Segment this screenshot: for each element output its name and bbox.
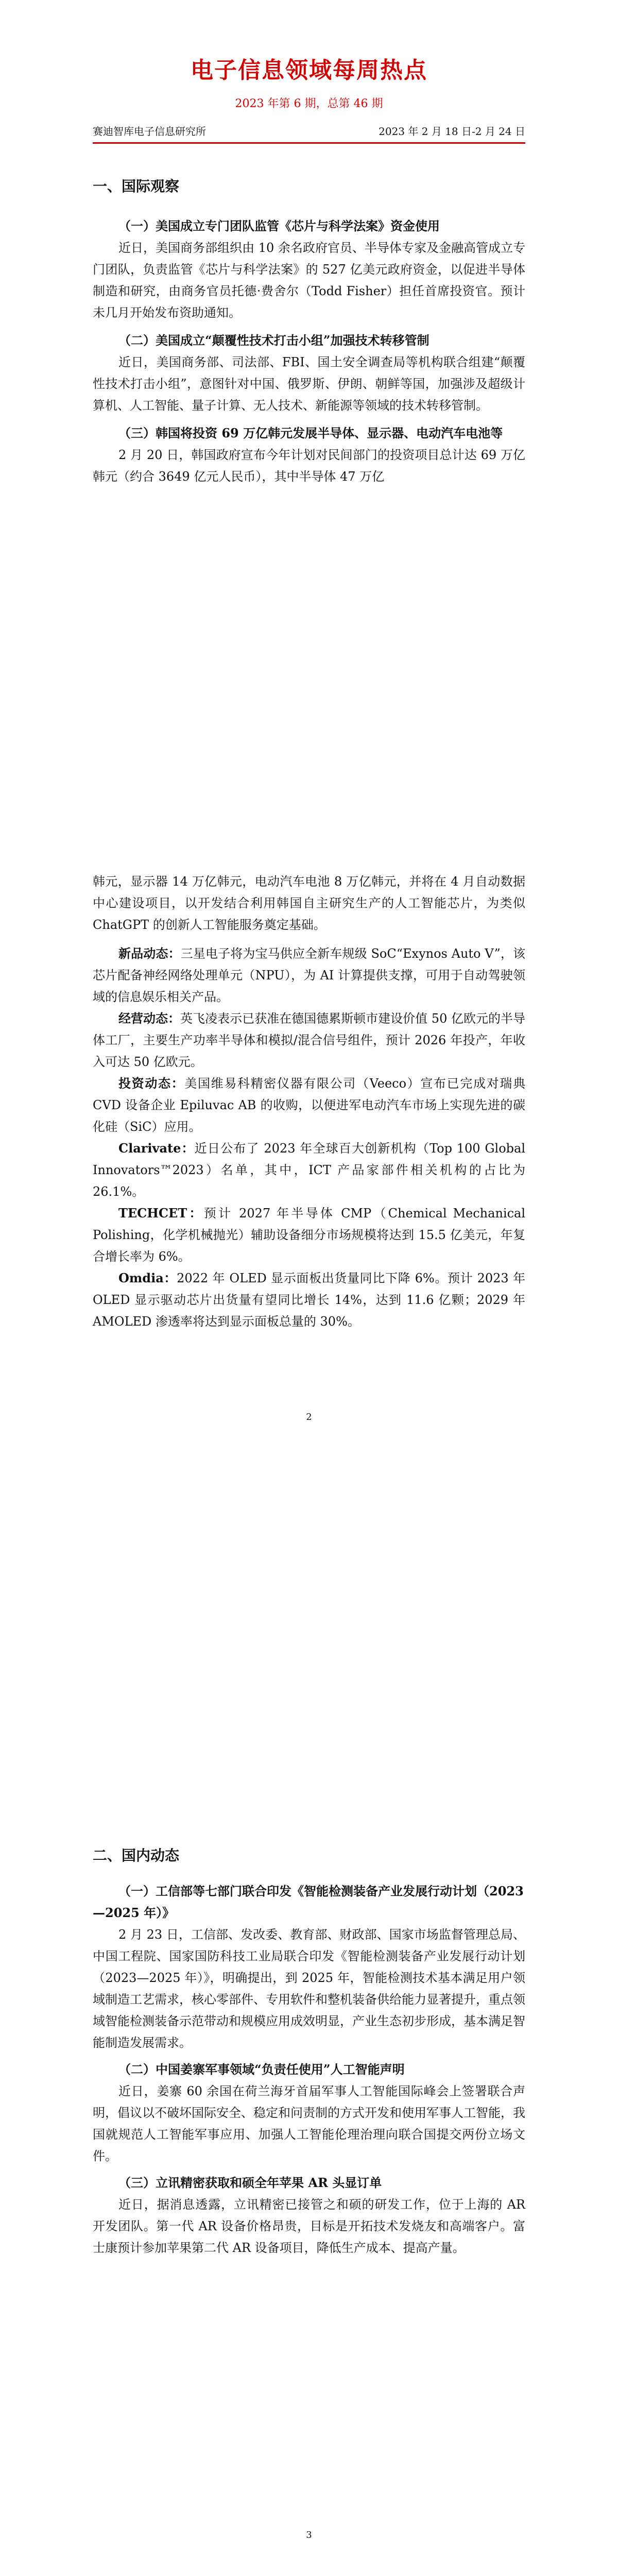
item-heading: （一）美国成立专门团队监管《芯片与科学法案》资金使用 xyxy=(118,218,440,233)
news-label: Clarivate： xyxy=(118,1141,195,1156)
news-item xyxy=(93,1138,525,1202)
item-heading: （二）美国成立“颠覆性技术打击小组”加强技术转移管制 xyxy=(118,333,430,348)
news-label: TECHCET： xyxy=(118,1206,204,1221)
item-heading: （三）立讯精密获取和硕全年苹果 AR 头显订单 xyxy=(118,2175,382,2190)
news-text: 2022 年 OLED 显示面板出货量同比下降 6%。预计 2023 年 OLED 显示驱动芯片出货量有望同比增长 14%，达到 11.6 亿颗；2029 年 AMOLED 渗透率将达到显示面板总量的 30%。 xyxy=(93,1271,525,1329)
item-heading: （一）工信部等七部门联合印发《智能检测装备产业发展行动计划（2023—2025 年）》 xyxy=(93,1884,524,1920)
section-heading: 二、国内动态 xyxy=(93,1847,180,1864)
news-text: 三星电子将为宝马供应全新车规级 SoC“Exynos Auto V”，该芯片配备神经网络处理单元（NPU），为 AI 计算提供支撑，可用于自动驾驶领域的信息娱乐相关产品。 xyxy=(93,946,526,1004)
document-title: 电子信息领域每周热点 xyxy=(191,57,427,83)
page-1 xyxy=(0,0,618,871)
item-paragraph-continued: 韩元，显示器 14 万亿韩元，电动汽车电池 8 万亿韩元，并将在 4 月自动数据中心建设项目，以开发结合利用韩国自主研究生产的人工智能芯片，为类似 ChatGPT 的创新人工智能服务奠定基础。 xyxy=(93,874,525,932)
item-paragraph: 近日，美国商务部组织由 10 余名政府官员、半导体专家及金融高管成立专门团队，负责监管《芯片与科学法案》的 527 亿美元政府资金，以促进半导体制造和研究，由商务官员托德·费舍尔（Todd Fisher）担任首席投资官。预计未几月开始发布资助通知。 xyxy=(93,241,525,320)
news-label: 经营动态： xyxy=(118,1011,181,1026)
item-paragraph: 2 月 23 日，工信部、发改委、教育部、财政部、国家市场监督管理总局、中国工程院、国家国防科技工业局联合印发《智能检测装备产业发展行动计划（2023—2025 年）》，明确提出，到 2025 年，智能检测技术基本满足用户领域制造工艺需求，核心零部件、专用软件和整机装备供给能力显著提升，重点领域智能检测装备示范带动和规模应用成效明显，产业生态初步形成，基本满足智能制造发展需求。 xyxy=(93,1927,525,2050)
news-item xyxy=(93,943,525,1008)
item-heading: （三）韩国将投资 69 万亿韩元发展半导体、显示器、电动汽车电池等 xyxy=(118,426,503,440)
item-paragraph: 近日，美国商务部、司法部、FBI、国土安全调查局等机构联合组建“颠覆性技术打击小组”，意图针对中国、俄罗斯、伊朗、朝鲜等国，加强涉及超级计算机、人工智能、量子计算、无人技术、新能源等领域的技术转移管制。 xyxy=(93,355,525,413)
document-header xyxy=(93,52,525,144)
item-paragraph: 近日，姜寨 60 余国在荷兰海牙首届军事人工智能国际峰会上签署联合声明，倡议以不破坏国际安全、稳定和问责制的方式开发和使用军事人工智能，我国就规范人工智能军事应用、加强人工智能伦理治理向联合国提交两份立场文件。 xyxy=(93,2084,525,2163)
masthead-row xyxy=(93,123,525,142)
news-label: 投资动态： xyxy=(118,1076,185,1091)
page-number: 2 xyxy=(306,1412,312,1422)
news-text: 美国维易科精密仪器有限公司（Veeco）宣布已完成对瑞典 CVD 设备企业 Epiluvac AB 的收购，以便进军电动汽车市场上实现先进的碳化硅（SiC）应用。 xyxy=(93,1076,525,1134)
item-paragraph: 2 月 20 日，韩国政府宣布今年计划对民间部门的投资项目总计达 69 万亿韩元（约合 3649 亿元人民币），其中半导体 47 万亿 xyxy=(93,448,525,484)
page-number: 3 xyxy=(306,2530,312,2540)
organization: 赛迪智库电子信息研究所 xyxy=(93,125,206,138)
item-heading: （二）中国姜寨军事领域“负责任使用”人工智能声明 xyxy=(118,2062,405,2077)
section-domestic xyxy=(93,1844,525,2259)
news-item xyxy=(93,1267,525,1332)
header-divider xyxy=(93,142,525,144)
news-text: 近日公布了 2023 年全球百大创新机构（Top 100 Global Innovators™2023）名单，其中，ICT 产品家部件相关机构的占比为 26.1%。 xyxy=(93,1141,525,1199)
international-continued xyxy=(93,871,525,1332)
page-2 xyxy=(0,871,618,1726)
section-heading: 一、国际观察 xyxy=(93,178,180,195)
news-item xyxy=(93,1008,525,1073)
news-item xyxy=(93,1202,525,1267)
page-3 xyxy=(0,1726,618,2576)
section-international xyxy=(93,175,525,487)
date-range: 2023 年 2 月 18 日-2 月 24 日 xyxy=(379,125,525,138)
item-paragraph: 近日，据消息透露，立讯精密已接管之和硕的研发工作，位于上海的 AR 开发团队。第一代 AR 设备价格昂贵，目标是开拓技术发烧友和高端客户。富士康预计参加苹果第二代 AR 设备项目，降低生产成本、提高产量。 xyxy=(93,2197,525,2255)
news-label: Omdia： xyxy=(118,1270,177,1285)
issue-number: 2023 年第 6 期，总第 46 期 xyxy=(235,97,383,110)
news-label: 新品动态： xyxy=(118,946,181,961)
news-item xyxy=(93,1073,525,1138)
news-text: 预计 2027 年半导体 CMP（Chemical Mechanical Polishing，化学机械抛光）辅助设备细分市场规模将达到 15.5 亿美元，年复合增长率为 6%。 xyxy=(93,1206,525,1264)
news-text: 英飞凌表示已获准在德国德累斯顿市建设价值 50 亿欧元的半导体工厂，主要生产功率半导体和模拟/混合信号组件，预计 2026 年投产，年收入可达 50 亿欧元。 xyxy=(93,1011,526,1069)
